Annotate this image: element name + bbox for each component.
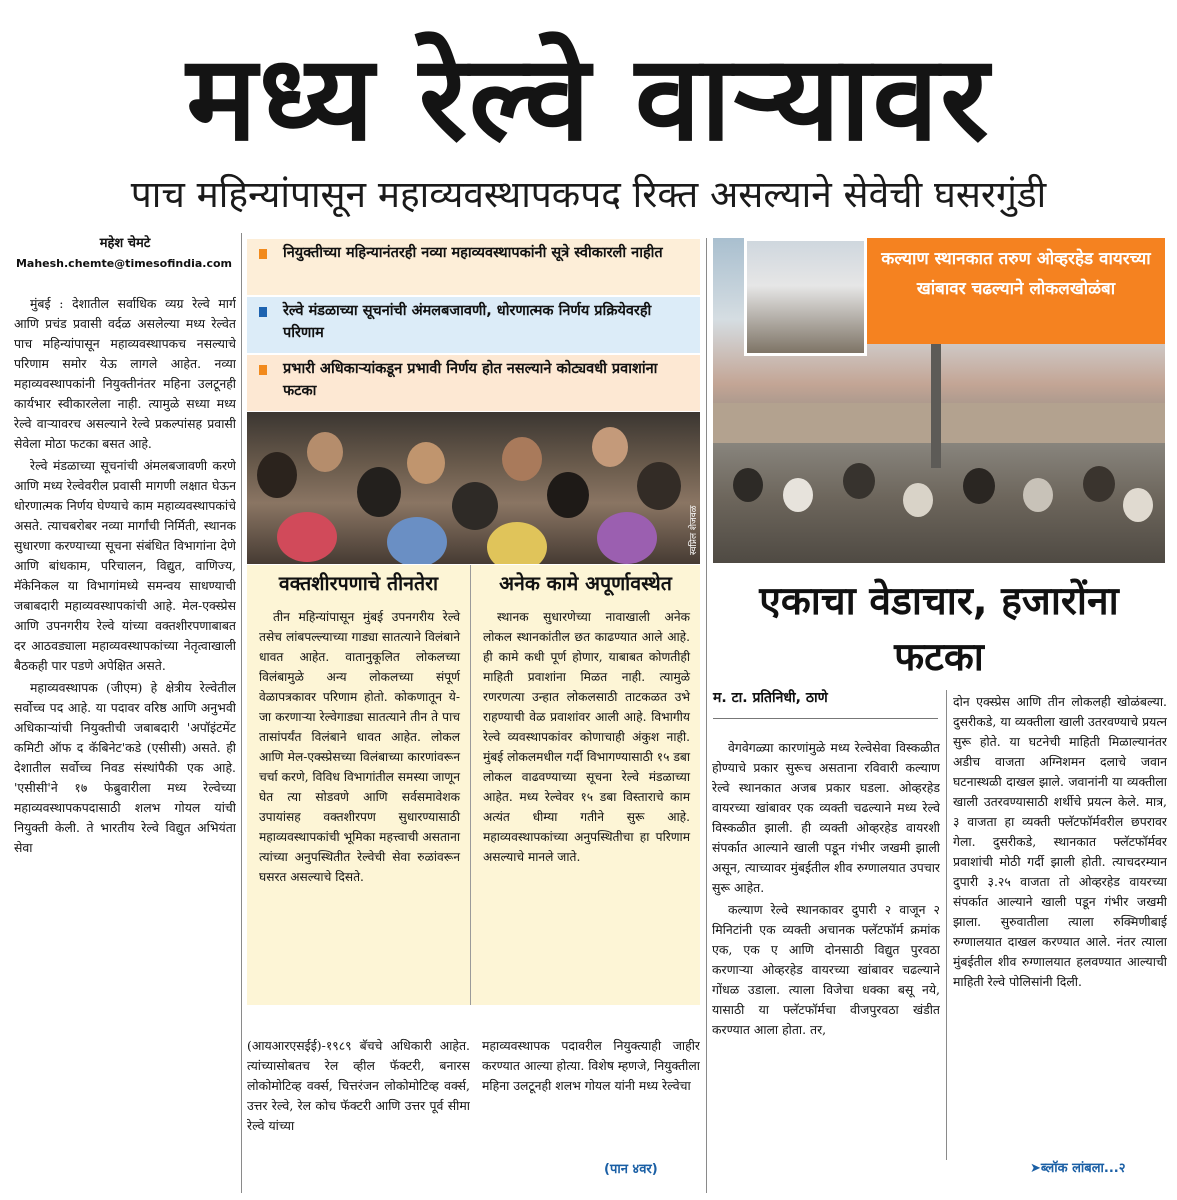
sidebar-box-punctuality — [247, 565, 470, 1005]
page-reference: (पान ४वर) — [600, 1159, 662, 1177]
paragraph: मुंबई : देशातील सर्वाधिक व्यग्र रेल्वे मार्ग आणि प्रचंड प्रवासी वर्दळ असलेल्या मध्य रेल्वेत पाच महिन्यांपासून महाव्यवस्थापकच नसल्याचे परिणाम समोर येऊ लागले आहेत. नव्या महाव्यवस्थापकांनी नियुक्तीनंतर महिना उलटूनही कार्यभार स्वीकारलेला नाही. त्यामुळे सध्या मध्य रेल्वे वाऱ्यावरच असल्याने रेल्वे प्रकल्पांसह प्रवासी सेवेला मोठा फटका बसत आहे. — [14, 296, 236, 451]
story2-column-2 — [953, 692, 1167, 1162]
box-title: वक्तशीरपणाचे तीनतेरा — [278, 572, 439, 595]
photo-credit: स्वप्निल शेजवळ — [689, 505, 699, 555]
paragraph: रेल्वे मंडळाच्या सूचनांची अंमलबजावणी करणे आणि मध्य रेल्वेवरील प्रवासी मागणी लक्षात घेऊन धोरणात्मक निर्णय घेण्याचे काम महाव्यवस्थापकांचे असते. त्याचबरोबर नव्या मार्गांची निर्मिती, स्थानक सुधारणा करण्याच्या सूचना संबंधित विभागांना देणे आणि बांधकाम, परिचालन, विद्युत, वाणिज्य, मॅकेनिकल या विभागांमध्ये समन्वय साधण्याची जबाबदारी महाव्यवस्थापकांची आहे. मेल-एक्स्प्रेस आणि उपनगरीय रेल्वे यांच्या वक्तशीरपणाबाबत दर आठवड्याला महाव्यवस्थापकांच्या नेतृत्वाखाली बैठकही पार पडणे अपेक्षित असते. — [14, 458, 236, 673]
highlight-text: रेल्वे मंडळाच्या सूचनांची अंमलबजावणी, धोरणात्मक निर्णय प्रक्रियेवरही परिणाम — [283, 303, 652, 341]
box-text: स्थानक सुधारणेच्या नावाखाली अनेक लोकल स्थानकांतील छत काढण्यात आले आहे. ही कामे कधी पूर्ण होणार, याबाबत कोणतीही माहिती प्रवाशांना मिळत नाही. त्यामुळे रणरणत्या उन्हात लोकलसाठी ताटकळत उभे राहण्याची वेळ प्रवाशांवर आली आहे. विभागीय रेल्वे व्यवस्थापकांवर कोणाचाही अंकुश नाही. मुंबई लोकलमधील गर्दी विभागण्यासाठी १५ डबा लोकल वाढवण्याच्या सूचना रेल्वे मंडळाच्या आहेत. मध्य रेल्वेवर १५ डबा विस्ताराचे काम अत्यंत धीम्या गतीने सुरू आहे. महाव्यवस्थापकांच्या अनुपस्थितीचा हा परिणाम असल्याचे मानले जाते. — [483, 610, 690, 864]
box-title: अनेक कामे अपूर्णावस्थेत — [499, 572, 672, 595]
paragraph: वेगवेगळ्या कारणांमुळे मध्य रेल्वेसेवा विस्कळीत होण्याचे प्रकार सुरूच असताना रविवारी कल्याण रेल्वे स्थानकात अजब प्रकार घडला. ओव्हरहेड वायरच्या खांबावर एक व्यक्ती चढल्याने मध्य रेल्वे विस्कळीत झाली. ही व्यक्ती ओव्हरहेड वायरशी संपर्कात आल्याने खाली पडून गंभीर जखमी झाली असून, त्याच्यावर मुंबईतील शीव रुग्णालयात उपचार सुरू आहेत. — [712, 740, 940, 895]
paragraph: (आयआरएसईई)-१९८९ बॅचचे अधिकारी आहेत. त्यांच्यासोबतच रेल व्हील फॅक्टरी, बनारस लोकोमोटिव्ह वर्क्स, चित्तरंजन लोकोमोटिव्ह वर्क्स, उत्तर रेल्वे, रेल कोच फॅक्टरी आणि उत्तर पूर्व सीमा रेल्वे यांच्या — [247, 1038, 470, 1133]
paragraph: महाव्यवस्थापक पदावरील नियुक्त्याही जाहीर करण्यात आल्या होत्या. विशेष म्हणजे, नियुक्तीला महिना उलटूनही शलभ गोयल यांनी मध्य रेल्वेचा — [482, 1038, 700, 1093]
byline-rule — [713, 718, 938, 719]
continued-link[interactable]: ➤ब्लॉक लांबला...२ — [1030, 1161, 1126, 1176]
article-column-2 — [247, 1036, 470, 1196]
subheadline: पाच महिन्यांपासून महाव्यवस्थापकपद रिक्त असल्याने सेवेची घसरगुंडी — [130, 173, 1047, 216]
bullet-marker — [259, 249, 267, 259]
story2-byline: म. टा. प्रतिनिधी, ठाणे — [713, 690, 828, 706]
paragraph: महाव्यवस्थापक (जीएम) हे क्षेत्रीय रेल्वेतील सर्वोच्च पद आहे. या पदावर वरिष्ठ आणि अनुभवी अधिकाऱ्यांची नियुक्तीची जबाबदारी 'अपॉइंटमेंट कमिटी ऑफ द कॅबिनेट'कडे (एसीसी) असते. ही देशातील सर्वोच्च निवड संस्थांपैकी एक आहे. 'एसीसी'ने १७ फेब्रुवारीला मध्य रेल्वेच्या महाव्यवस्थापकपदासाठी शलभ गोयल यांची नियुक्ती केली. ते भारतीय रेल्वे विद्युत अभियंता सेवा — [14, 680, 236, 855]
story2-headline: एकाचा वेडाचार, हजारोंना फटका — [759, 579, 1119, 680]
highlight-text: नियुक्तीच्या महिन्यानंतरही नव्या महाव्यवस्थापकांनी सूत्रे स्वीकारली नाहीत — [283, 245, 663, 261]
crowd-photo — [247, 412, 700, 564]
byline-name: महेश चेमटे — [99, 236, 151, 251]
column-divider — [241, 233, 242, 1193]
main-headline: मध्य रेल्वे वाऱ्यावर — [186, 29, 991, 167]
article-column-1 — [14, 294, 236, 1194]
highlight-box — [247, 355, 700, 411]
photo-caption: कल्याण स्थानकात तरुण ओव्हरहेड वायरच्या खांबावर चढल्याने लोकलखोळंबा — [867, 238, 1165, 344]
highlight-text: प्रभारी अधिकाऱ्यांकडून प्रभावी निर्णय होत नसल्याने कोट्यवधी प्रवाशांना फटका — [283, 361, 658, 399]
inset-photo — [744, 238, 867, 356]
paragraph: दोन एक्स्प्रेस आणि तीन लोकलही खोळंबल्या. दुसरीकडे, या व्यक्तीला खाली उतरवण्याचे प्रयत्न सुरू होते. या घटनेची माहिती मिळाल्यानंतर अडीच वाजता अग्निशमन दलाचे जवान घटनास्थळी दाखल झाले. जवानांनी या व्यक्तीला खाली उतरवण्यासाठी शर्थीचे प्रयत्न केले. मात्र, ३ वाजता हा व्यक्ती फ्लॅटफॉर्मवरील छपरावर गेला. दुसरीकडे, स्थानकात फ्लॅटफॉर्मवर प्रवाशांची मोठी गर्दी झाली होती. त्याचदरम्यान दुपारी ३.२५ वाजता तो ओव्हरहेड वायरच्या संपर्कात आल्याने खाली पडून गंभीर जखमी झाला. सुरुवातीला त्याला रुक्मिणीबाई रुग्णालयात दाखल करण्यात आले. नंतर त्याला मुंबईतील शीव रुग्णालयात हलवण्यात आल्याची माहिती रेल्वे पोलिसांनी दिली. — [953, 694, 1167, 989]
bullet-marker — [259, 365, 267, 375]
bullet-marker — [259, 307, 267, 317]
column-divider — [946, 690, 947, 1160]
article-column-3 — [482, 1036, 700, 1196]
box-text: तीन महिन्यांपासून मुंबई उपनगरीय रेल्वे तसेच लांबपल्ल्याच्या गाड्या सातत्याने विलंबाने धावत आहेत. वातानुकूलित लोकलच्या विलंबामुळे अन्य लोकलच्या संपूर्ण वेळापत्रकावर परिणाम होतो. कोकणातून ये-जा करणाऱ्या रेल्वेगाड्या सातत्याने तीन ते पाच तासांपर्यंत विलंबाने धावत आहेत. लोकल आणि मेल-एक्स्प्रेसच्या विलंबाच्या कारणांवरून चर्चा करणे, विविध विभागांतील समस्या जाणून घेत त्या सोडवणे आणि सर्वसमावेशक उपायांसह वक्तशीरपण सुधारण्यासाठी महाव्यवस्थापकांची भूमिका महत्त्वाची असताना त्यांच्या अनुपस्थितीत रेल्वेची सेवा रुळांवरून घसरत असल्याचे दिसते. — [259, 610, 460, 884]
column-divider — [706, 238, 707, 1193]
highlight-box — [247, 239, 700, 295]
highlight-box — [247, 297, 700, 353]
sidebar-box-incomplete-works — [471, 565, 700, 1005]
story2-column-1 — [712, 738, 940, 1198]
paragraph: कल्याण रेल्वे स्थानकावर दुपारी २ वाजून २ मिनिटांनी एक व्यक्ती अचानक फ्लॅटफॉर्म क्रमांक एक, एक ए आणि दोनसाठी विद्युत पुरवठा करणाऱ्या ओव्हरहेड वायरच्या खांबावर चढल्याने गोंधळ उडाला. त्याला विजेचा धक्का बसू नये, यासाठी या फ्लॅटफॉर्मचा वीजपुरवठा खंडीत करण्यात आला होता. तर, — [712, 902, 940, 1037]
byline-email: Mahesh.chemte@timesofindia.com — [15, 257, 233, 270]
